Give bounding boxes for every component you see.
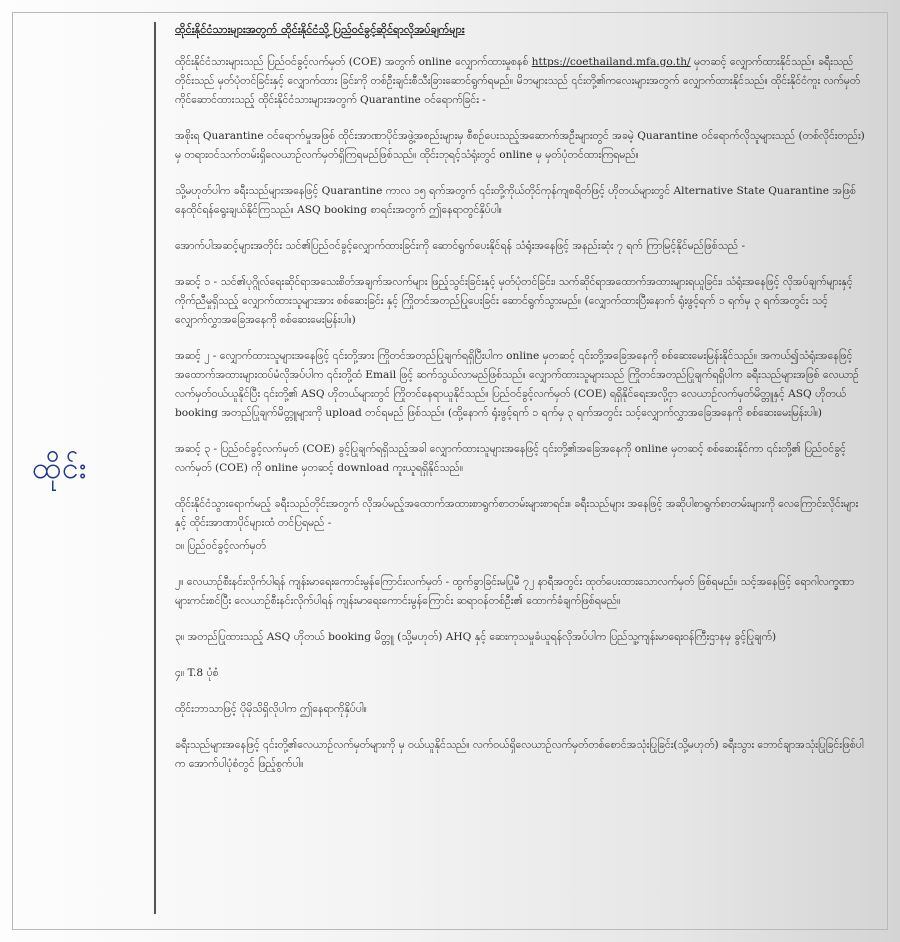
country-title: ထိုင်း bbox=[32, 451, 88, 486]
intro-text-after: မှတဆင့် လျှောက်ထားနိုင်သည်။ ခရီးသည်တိုင်းသည် မှတ်ပုံတင်ခြင်းနှင့် လျှောက်ထား ခြင်းကို တစ်ဦးချင်းစီသီးခြားဆောင်ရွက်ရမည်။ မိဘများသည် ၎င်းတို့၏ကလေးများအတွက် လျှောက်ထားနိုင်သည်။ ထိုင်းနိုင်ငံကူး လက်မှတ်ကိုင်ဆောင်ထားသည့် ထိုင်းနိုင်ငံသားများအတွက် Quarantine ဝင်ရောက်ခြင်း - bbox=[175, 56, 861, 106]
intro-paragraph bbox=[175, 53, 865, 110]
documents-intro: ထိုင်းနိုင်ငံသွားရောက်မည့် ခရီးသည်တိုင်းအတွက် လိုအပ်မည့်အထောက်အထားစာရွက်စာတမ်းများစာရင်း။ ခရီးသည်များ အနေဖြင့် အဆိုပါစာရွက်စာတမ်းများကို လေကြောင်းလိုင်းများနှင့် ထိုင်းအာဏာပိုင်များထံ တင်ပြရမည် - bbox=[175, 498, 859, 529]
document-item-2: ၂။ လေယာဉ်စီးနင်းလိုက်ပါရန် ကျန်းမာရေးကောင်းမွန်ကြောင်းလက်မှတ် - ထွက်ခွာခြင်းမပြုမီ ၇၂ နာရီအတွင်း ထုတ်ပေးထားသောလက်မှတ် ဖြစ်ရမည်။ သင့်အနေဖြင့် ရောဂါလက္ခဏာများကင်းစင်ပြီး လေယာဉ်စီးနင်းလိုက်ပါရန် ကျန်းမာရေးကောင်းမွန်ကြောင်း ဆရာဝန်တစ်ဦး၏ ထောက်ခံချက်ဖြစ်ရမည်။ bbox=[175, 576, 855, 607]
coe-website-link[interactable]: https://coethailand.mfa.go.th/ bbox=[531, 56, 691, 68]
intro-text-before: ထိုင်းနိုင်ငံသားများသည် ပြည်ဝင်ခွင့်လက်မှတ် (COE) အတွက် online လျှောက်ထားမှုစနစ် bbox=[175, 56, 532, 68]
paragraph-step-3: အဆင့် ၃ - ပြည်ဝင်ခွင့်လက်မှတ် (COE) ခွင့်ပြုချက်ရရှိသည့်အခါ လျှောက်ထားသူများအနေဖြင့် ၎င်းတို့၏အခြေအနေကို online မှတဆင့် စစ်ဆေးနိုင်ကာ ၎င်းတို့၏ ပြည်ဝင်ခွင့်လက်မှတ် (COE) ကို online မှတဆင့် download ကူးယူရရှိနိုင်သည်။ bbox=[175, 443, 846, 474]
article-heading: ထိုင်းနိုင်ငံသားများအတွက် ထိုင်းနိုင်ငံသို့ ပြည်ဝင်ခွင့်ဆိုင်ရာလိုအပ်ချက်များ bbox=[175, 23, 465, 36]
document-item-3: ၃။ အတည်ပြုထားသည့် ASQ ဟိုတယ် booking မိတ္တူ (သို့မဟုတ်) AHQ နှင့် ဆေးကုသမှုခံယူရန်လိုအပ်ပါက ပြည်သူ့ကျန်းမာရေးဝန်ကြီးဌာနမှ ခွင့်ပြုချက်) bbox=[175, 631, 777, 643]
paragraph-step-2: အဆင့် ၂ - လျှောက်ထားသူများအနေဖြင့် ၎င်းတို့အား ကြိုတင်အတည်ပြုချက်ရရှိပြီးပါက online မှတဆင့် ၎င်းတို့အခြေအနေကို စစ်ဆေးမေးမြန်းနိုင်သည်။ အကယ်၍သံရုံးအနေဖြင့် အထောက်အထားများထပ်မံလိုအပ်ပါက ၎င်းတို့ထံ Email ဖြင့် ဆက်သွယ်လာမည်ဖြစ်သည်။ လျှောက်ထားသူများသည် ကြိုတင်အတည်ပြုချက်ရရှိပါက ခရီးသည်များအဖြစ် လေယာဉ်လက်မှတ်ဝယ်ယူနိုင်ပြီး ၎င်းတို့၏ ASQ ဟိုတယ်များတွင် ကြိုတင်နေရာယူနိုင်သည်။ ပြည်ဝင်ခွင့်လက်မှတ် (COE) ရရှိနိုင်ရေးအလို့ငှာ လေယာဉ်လက်မှတ်မိတ္တူနှင့် ASQ ဟိုတယ် booking အတည်ပြုချက်မိတ္တူများကို upload တင်ရမည် ဖြစ်သည်။ (ထို့နောက် ရုံးဖွင့်ရက် ၁ ရက်မှ ၃ ရက်အတွင်း သင့်လျှောက်လွှာအခြေအနေကို စစ်ဆေးမေးမြန်းပါ။) bbox=[175, 350, 860, 419]
document-item-1: ၁။ ပြည်ဝင်ခွင့်လက်မှတ် bbox=[175, 540, 266, 552]
paragraph-step-1: အဆင့် ၁ - သင်၏ပုဂ္ဂိုလ်ရေးဆိုင်ရာအသေးစိတ်အချက်အလက်များ ဖြည့်သွင်းခြင်းနှင့် မှတ်ပုံတင်ခြင်း၊ သက်ဆိုင်ရာအထောက်အထားများရယူခြင်း၊ သံရုံးအနေဖြင့် လိုအပ်ချက်များနှင့် ကိုက်ညီမှုရှိသည့် လျှောက်ထားသူများအား စစ်ဆေးခြင်း နှင့် ကြိုတင်အတည်ပြုပေးခြင်း ဆောင်ရွက်သွားမည်။ (လျှောက်ထားပြီးနောက် ရုံးဖွင့်ရက် ၁ ရက်မှ ၃ ရက်အတွင်း သင့်လျှောက်လွှာအခြေအနေကို စစ်ဆေးမေးမြန်းပါ။) bbox=[175, 276, 853, 326]
article-body bbox=[175, 20, 865, 791]
vertical-divider bbox=[154, 22, 156, 914]
document-item-4: ၄။ T.8 ပုံစံ bbox=[175, 667, 219, 679]
paragraph-asq: သို့မဟုတ်ပါက ခရီးသည်များအနေဖြင့် Quarantine ကာလ ၁၅ ရက်အတွက် ၎င်းတို့ကိုယ်တိုင်ကုန်ကျစရိတ်ဖြင့် ဟိုတယ်များတွင် Alternative State Quarantine အဖြစ် နေထိုင်ရန်ရွေးချယ်နိုင်ကြသည်။ ASQ booking စာရင်းအတွက် ဤနေရာတွင်နှိပ်ပါ။ bbox=[175, 185, 856, 216]
paragraph-processing-time: အောက်ပါအဆင့်များအတိုင်း သင်၏ပြည်ဝင်ခွင့်လျှောက်ထားခြင်းကို ဆောင်ရွက်ပေးနိုင်ရန် သံရုံးအနေဖြင့် အနည်းဆုံး ၇ ရက် ကြာမြင့်နိုင်မည်ဖြစ်သည် - bbox=[175, 240, 746, 252]
paragraph-quarantine: အစိုးရ Quarantine ဝင်ရောက်မှုအဖြစ် ထိုင်းအာဏာပိုင်အဖွဲ့အစည်းများမှ စီစဉ်ပေးသည့်အဆောက်အဦးများတွင် အခမဲ့ Quarantine ဝင်ရောက်လိုသူများသည် (တစ်လိုင်းတည်း) မှ တရားဝင်သက်တမ်းရှိလေယာဉ်လက်မှတ်ရှိကြရမည်ဖြစ်သည်။ ထိုင်းဘုရင့်သံရုံးတွင် online မှ မှတ်ပုံတင်ထားကြရမည်။ bbox=[175, 130, 865, 161]
thai-language-note: ထိုင်းဘာသာဖြင့် ပိုမိုသိရှိလိုပါက ဤနေရာကိုနှိပ်ပါ။ bbox=[175, 703, 367, 715]
closing-paragraph: ခရီးသည်များအနေဖြင့် ၎င်းတို့၏လေယာဉ်လက်မှတ်များကို မှ ဝယ်ယူနိုင်သည်။ လက်ဝယ်ရှိလေယာဉ်လက်မှတ်တစ်စောင်အသုံးပြုခြင်း(သို့မဟုတ်) ခရီးသွား ဘောင်ချာအသုံးပြုခြင်းဖြစ်ပါက အောက်ပါပုံစံတွင် ဖြည့်စွက်ပါ။ bbox=[175, 739, 864, 770]
